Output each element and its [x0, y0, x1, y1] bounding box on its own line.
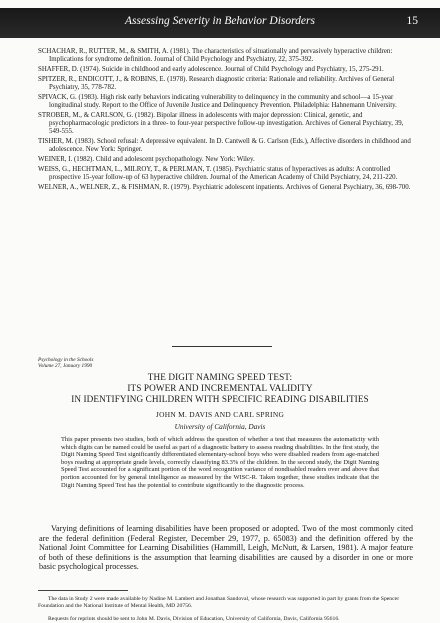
section-divider — [172, 346, 272, 347]
reference-item: WEINER, I. (1982). Child and adolescent psychopathology. New York: Wiley. — [38, 156, 255, 163]
reference-item: WELNER, A., WELNER, Z., & FISHMAN, R. (1979). Psychiatric adolescent inpatients. Archives of General Psychiatry, 36, 698-700. — [38, 184, 411, 192]
footnote-divider — [38, 590, 128, 591]
reference-list — [38, 48, 413, 194]
title-line: IN IDENTIFYING CHILDREN WITH SPECIFIC READING DISABILITIES — [71, 394, 369, 405]
journal-issue: Volume 27, January 1990 — [38, 363, 93, 369]
reference-item: SHAFFER, D. (1974). Suicide in childhood and early adolescence. Journal of Child Psychology and Psychiatry, 15, 275-291. — [38, 66, 384, 73]
reference-item: SPITZER, R., ENDICOTT, J., & ROBINS, E. (1978). Research diagnostic criteria: Rationale and reliability. Archives of General Psychiatry, 35, 778-782. — [38, 76, 395, 91]
reference-item: WEISS, G., HECHTMAN, L., MILROY, T., & PERLMAN, T. (1985). Psychiatric status of hyperactives as adults: A controlled prospective 15-year follow-up of 63 hyperactive children. Journal of the American Academy of Child Psychiatry, 24, 211-220. — [38, 166, 398, 181]
author-affiliation: University of California, Davis — [174, 422, 266, 431]
abstract: This paper presents two studies, both of which address the question of whether a test that measures the automaticity with which digits can be named could be useful as part of a diagnostic battery to assess reading disabilities. In the first study, the Digit Naming Speed Test significantly differentiated elementary-school boys who were disabled readers from age-matched boys reading at appropriate grade levels, correctly classifying 83.3% of the children. In the second study, the Digit Naming Speed Test accounted for a significant portion of the word recognition variance of nondisabled readers over and above that portion accounted for by general intelligence as measured by the WISC-R. Taken together, these studies indicate that the Digit Naming Speed Test has the potential to contribute significantly to the diagnostic process. — [61, 436, 379, 489]
reference-item: STROBER, M., & CARLSON, G. (1982). Bipolar illness in adolescents with major depression: Clinical, genetic, and psychopharmacologic predictors in a three- to four-year perspective follow-up investigation. Archives of General Psychiatry, 39, 549-555. — [38, 112, 404, 135]
journal-info — [38, 357, 93, 369]
running-header — [0, 8, 440, 38]
title-line: THE DIGIT NAMING SPEED TEST: — [147, 372, 293, 382]
article-title — [30, 372, 410, 406]
reference-item: SPIVACK, G. (1983). High risk early behaviors indicating vulnerability to delinquency in the community and school—a 15-year longitudinal study. Report to the Office of Juvenile Justice and Delinquency Prevention. Philadelphia: Hahnemann University. — [38, 94, 397, 109]
reference-item: SCHACHAR, R., RUTTER, M., & SMITH, A. (1981). The characteristics of situationally and pervasively hyperactive children: Implications for syndrome definition. Journal of Child Psychology and Psychiatry, 22, 375-392. — [38, 48, 393, 63]
running-header-title: Assessing Severity in Behavior Disorders — [125, 15, 315, 27]
footnote: Requests for reprints should be sent to John M. Davis, Division of Education, University of California, Davis, California 95616. — [48, 616, 340, 622]
title-line: ITS POWER AND INCREMENTAL VALIDITY — [127, 383, 313, 394]
journal-name: Psychology in the Schools — [38, 357, 94, 363]
article-authors: JOHN M. DAVIS AND CARL SPRING — [155, 410, 285, 419]
page-number: 15 — [406, 15, 418, 27]
footnote: The data in Study 2 were made available by Nadine M. Lambert and Jonathan Sandoval, whose research was supported in part by grants from the Spencer Foundation and the National Institute of Mental Health, MD 20756. — [38, 596, 400, 609]
body-paragraph: Varying definitions of learning disabilities have been proposed or adopted. Two of the most commonly cited are the federal definition (Federal Register, December 29, 1977, p. 65083) and the definition offered by the National Joint Committee for Learning Disabilities (Hammill, Leigh, McNutt, & Larsen, 1981). A major feature of both of these definitions is the assumption that learning disabilities are caused by a disorder in one or more basic psychological processes. — [39, 524, 413, 572]
reference-item: TISHER, M. (1983). School refusal: A depressive equivalent. In D. Cantwell & G. Carlson (Eds.), Affective disorders in childhood and adolescence. New York: Springer. — [38, 138, 411, 153]
